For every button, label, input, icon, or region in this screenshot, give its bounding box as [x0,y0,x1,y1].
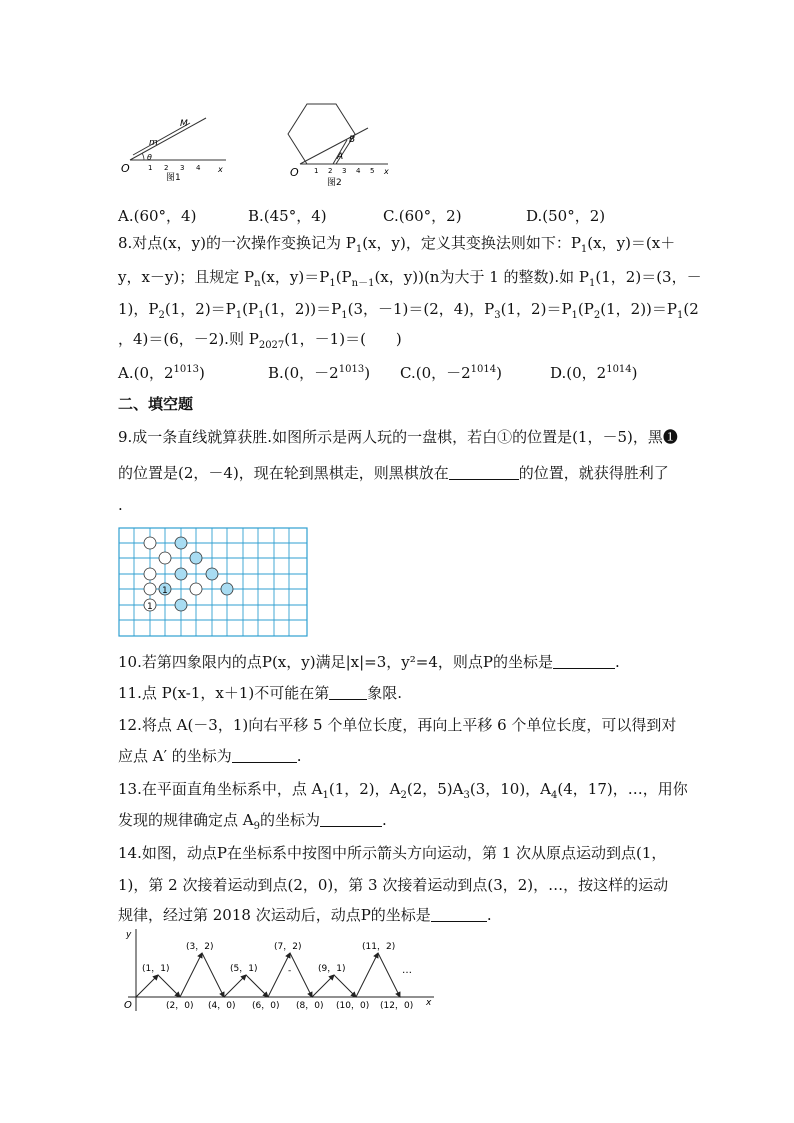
fig1-tick-4: 4 [196,164,201,172]
black-stone [175,537,187,549]
zigzag-peak-label: (11，2) [362,942,396,952]
q13-line-1: 13.在平面直角坐标系中，点 $A_1(1$，2)，$A_2(2$，$5)A_3(3$，10)，$A_4(4$，17)，…，用你 [118,780,688,801]
q13-answer-blank[interactable] [320,811,382,827]
white-stone [190,583,202,595]
zigzag-peak-label: (3，2) [186,942,214,952]
fig1-tick-2: 2 [164,164,169,172]
q11-line: 11.点 P(x-1，x＋1)不可能在第 象限. [118,684,403,702]
zigzag-svg [118,925,440,1013]
fig2-A-label: A [337,152,344,162]
zigzag-bottom-label: (4，0) [208,1001,236,1011]
zigzag-bottom-label: (12，0) [380,1001,414,1011]
q8-line-3: 1)，$P_2(1$，$2)=P_1(P_1(1$，$2))=P_1(3$，－1)＝(2，4)，$P_3(1$，$2)=P_1(P_2(1$，$2))=P_1(2$ [118,300,699,321]
fig1-m-label: m [149,138,158,148]
fig1-caption: 图1 [166,173,181,183]
q8-option-b: B.(0，$-2^{1013}$) [268,364,371,382]
white-stone-1-label: 1 [147,602,153,612]
q9-line-1: 9.成一条直线就算获胜.如图所示是两人玩的一盘棋，若白①的位置是(1，－5)，黑❶ [118,428,678,446]
q10-answer-blank[interactable] [553,653,615,669]
q13-line-2: 发现的规律确定点 $A_9$的坐标为 . [118,811,387,832]
fig1-theta-label: θ [147,153,152,162]
white-stone [144,568,156,580]
fig2-tick-2: 2 [328,167,333,175]
q9-line-3: . [118,496,123,514]
fig2-B-label: B [349,135,356,145]
q8-line-2: y，x－y)；且规定 $P_n(x$，$y)=P_1(P_{n-1}(x$，y))(n为大于 1 的整数).如 $P_1(1$，2)＝(3，－ [118,268,702,289]
fig2-caption: 图2 [327,178,342,188]
zigzag-path [136,953,400,997]
q14-line-2: 1)，第 2 次接着运动到点(2，0)，第 3 次接着运动到点(3，2)，…，按这样的运动 [118,876,669,894]
white-stone [144,537,156,549]
zigzag-ellipsis: … [402,965,412,976]
q7-option-c: C.(60°，2) [383,207,462,225]
go-board-svg [118,527,310,639]
fig2-hexagon [288,104,355,164]
fig2-tick-4: 4 [356,167,361,175]
zigzag-bottom-label: (8，0) [296,1001,324,1011]
fig2-ray [300,128,368,164]
fig2-x-label: x [384,167,389,176]
q8-option-d: D.(0，$2^{1014}$) [550,364,638,382]
zigzag-peak-label: (7，2) [274,942,302,952]
q7-option-d: D.(50°，2) [526,207,606,225]
zigzag-bottom-label: (2，0) [166,1001,194,1011]
zigzag-figure [118,925,440,1013]
zigzag-bottom-label: (6，0) [252,1001,280,1011]
q14-line-3: 规律，经过第 2018 次运动后，动点P的坐标是 . [118,906,492,924]
black-stone [221,583,233,595]
figure-2 [280,100,395,188]
zigzag-peak-label: (9，1) [318,964,346,974]
black-stone [206,568,218,580]
fig1-angle-arc [142,153,144,160]
q8-option-c: C.(0，$-2^{1014}$) [400,364,502,382]
q8-line-4: ，4)＝(6，－2).则 $P_{2027}(1$，－1)＝( ) [118,330,402,351]
figure-1 [118,110,233,185]
zigzag-origin: O [124,1000,132,1011]
white-stone [144,583,156,595]
fig1-tick-1: 1 [148,164,153,172]
q11-answer-blank[interactable] [329,684,367,700]
fig1-ray [130,118,206,160]
q14-answer-blank[interactable] [431,906,487,922]
q9-line-2: 的位置是(2，－4)，现在轮到黑棋走，则黑棋放在 的位置，就获得胜利了 [118,464,669,482]
figure-2-svg [280,100,395,188]
zigzag-y-label: y [126,930,132,940]
zigzag-peak-label: (1，1) [142,964,170,974]
q12-answer-blank[interactable] [232,747,297,763]
fig1-M-label: M [180,119,188,129]
fig1-x-label: x [218,165,223,174]
zigzag-bottom-label: (10，0) [336,1001,370,1011]
go-board [118,527,310,639]
q8-option-a: A.(0，$2^{1013}$) [118,364,205,382]
q8-line-1: 8.对点(x，y)的一次操作变换记为 $P_1(x$，y)，定义其变换法则如下：$P_1(x$，y)＝(x＋ [118,234,676,255]
white-stone [159,552,171,564]
zigzag-dash: - [288,966,292,976]
black-stone-1-label: 1 [162,586,168,596]
zigzag-peak-label: (5，1) [230,964,258,974]
figure-1-svg [118,110,233,185]
q7-option-a: A.(60°，4) [118,207,197,225]
section-heading-fill-blank: 二、填空题 [118,395,194,413]
fig2-tick-5: 5 [370,167,375,175]
q9-answer-blank[interactable] [449,464,519,480]
q7-option-b: B.(45°，4) [248,207,327,225]
fig2-origin: O [290,166,299,179]
fig1-origin: O [121,162,130,175]
q12-line-2: 应点 A′ 的坐标为 . [118,747,302,765]
q14-line-1: 14.如图，动点P在坐标系中按图中所示箭头方向运动，第 1 次从原点运动到点(1， [118,844,667,862]
black-stone [175,599,187,611]
fig2-tick-3: 3 [342,167,347,175]
black-stone [175,568,187,580]
fig1-tick-3: 3 [180,164,185,172]
q10-line: 10.若第四象限内的点P(x，y)满足|x|=3，y²=4，则点P的坐标是 . [118,653,620,671]
q12-line-1: 12.将点 A(－3，1)向右平移 5 个单位长度，再向上平移 6 个单位长度，可以得到对 [118,716,677,734]
zigzag-x-label: x [426,998,432,1008]
fig2-tick-1: 1 [314,167,319,175]
black-stone [190,552,202,564]
